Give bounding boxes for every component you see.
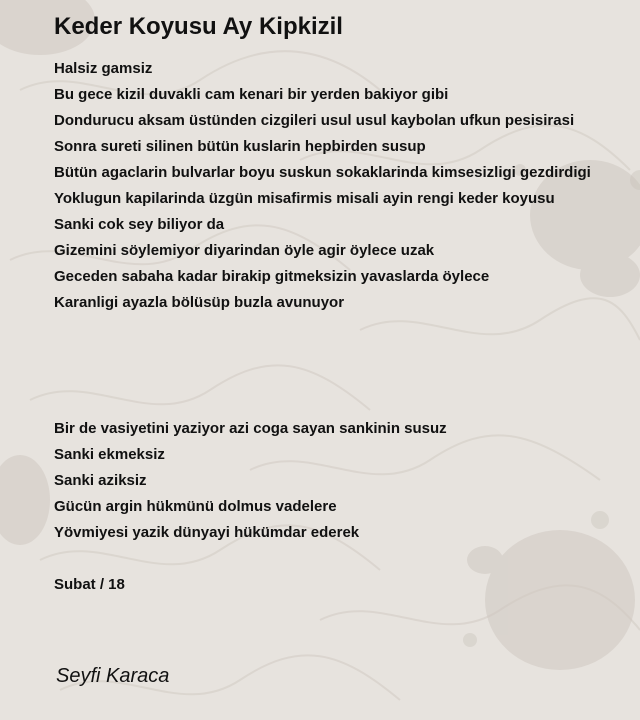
poem-line: Sanki aziksiz — [54, 472, 147, 489]
poem-title: Keder Koyusu Ay Kipkizil — [54, 13, 343, 40]
poem-line: Gizemini söylemiyor diyarindan öyle agir öylece uzak — [54, 242, 435, 259]
poem-date: Subat / 18 — [54, 576, 125, 593]
poem-line: Sonra sureti silinen bütün kuslarin hepbirden susup — [54, 138, 426, 155]
poem-line: Bu gece kizil duvakli cam kenari bir yerden bakiyor gibi — [54, 86, 449, 103]
poem-line: Halsiz gamsiz — [54, 60, 153, 77]
poem-line: Karanligi ayazla bölüsüp buzla avunuyor — [54, 294, 345, 311]
stanza-1 — [54, 56, 640, 316]
poem-line: Yövmiyesi yazik dünyayi hükümdar ederek — [54, 524, 360, 541]
poem-line: Yoklugun kapilarinda üzgün misafirmis misali ayin rengi keder koyusu — [54, 190, 555, 207]
poem-line: Gücün argin hükmünü dolmus vadelere — [54, 498, 337, 515]
poem-line: Bütün agaclarin bulvarlar boyu suskun sokaklarinda kimsesizligi gezdirdigi — [54, 164, 591, 181]
poem-line: Dondurucu aksam üstünden cizgileri usul usul kaybolan ufkun pesisirasi — [54, 112, 575, 129]
poem-line: Sanki cok sey biliyor da — [54, 216, 225, 233]
stanza-2 — [54, 416, 640, 546]
poem-line: Sanki ekmeksiz — [54, 446, 165, 463]
poem-line: Bir de vasiyetini yaziyor azi coga sayan sankinin susuz — [54, 420, 447, 437]
poem-line: Geceden sabaha kadar birakip gitmeksizin yavaslarda öylece — [54, 268, 490, 285]
poem-author: Seyfi Karaca — [56, 665, 170, 687]
